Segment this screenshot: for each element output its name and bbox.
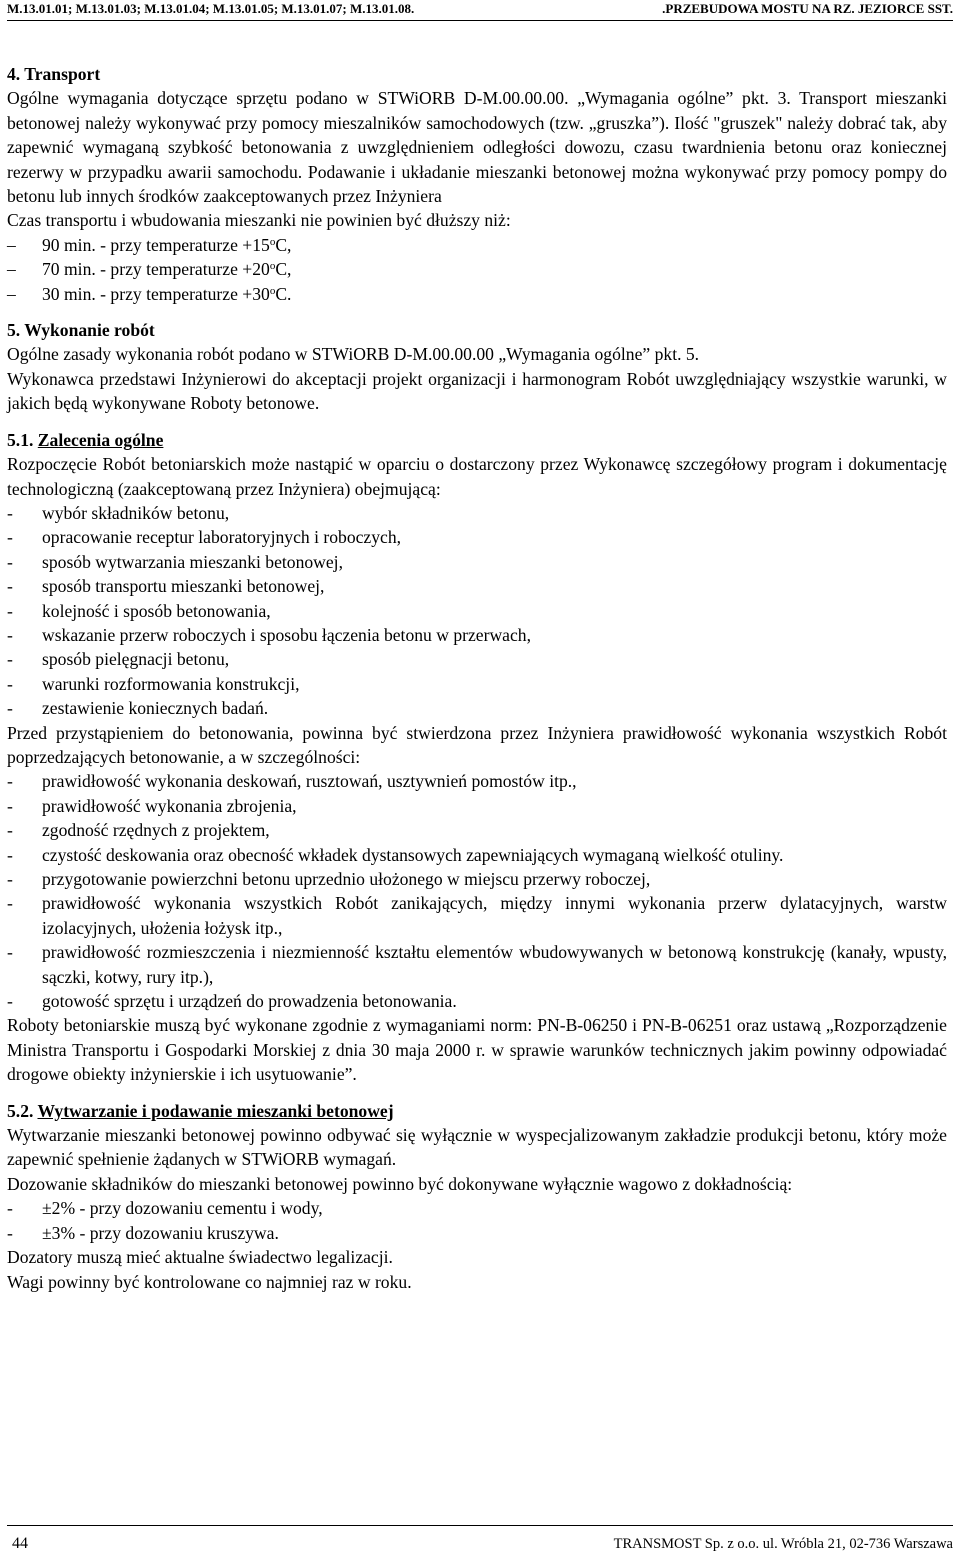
- list-item: – 70 min. - przy temperaturze $+20^oC$,: [7, 257, 947, 281]
- list-item: - sposób wytwarzania mieszanki betonowej,: [7, 550, 947, 574]
- list-item: - ±3% - przy dozowaniu kruszywa.: [7, 1221, 947, 1245]
- dosing-accuracy-list: [7, 1196, 947, 1245]
- section-5-2-paragraph-4: Wagi powinny być kontrolowane co najmniej raz w roku.: [7, 1271, 412, 1292]
- pre-concreting-checks-list: [7, 769, 947, 1013]
- page-number: 44: [12, 1535, 28, 1552]
- header-spec-codes: M.13.01.01; M.13.01.03; M.13.01.04; M.13.01.05; M.13.01.07; M.13.01.08.: [7, 1, 415, 16]
- list-item: - kolejność i sposób betonowania,: [7, 599, 947, 623]
- list-item: - zestawienie koniecznych badań.: [7, 696, 947, 720]
- section-4-title: 4. Transport: [7, 64, 101, 84]
- section-5-2-paragraph-3: Dozatory muszą mieć aktualne świadectwo legalizacji.: [7, 1247, 393, 1268]
- transport-time-list: [7, 233, 947, 306]
- section-5-2-paragraph-2: Dozowanie składników do mieszanki betonowej powinno być dokonywane wyłącznie wagowo z dokładnością:: [7, 1173, 793, 1194]
- section-4-paragraph: Ogólne wymagania dotyczące sprzętu podano w STWiORB D-M.00.00.00. „Wymagania ogólne” pkt. 3. Transport mieszanki betonowej należy wykonywać przy pomocy mieszalników samochodowych (tzw. „gruszka”). Ilość "gruszek" należy dobrać tak, aby zapewnić wymaganą szybkość betonowania z uwzględnieniem odległości dowozu, czasu twardnienia betonu oraz koniecznej rezerwy w przypadku awarii samochodu. Podawanie i układanie mieszanki betonowej można wykonywać przy pomocy pompy do betonu lub innych środków zaakceptowanych przez Inżyniera: [7, 88, 947, 207]
- list-item: - sposób pielęgnacji betonu,: [7, 647, 947, 671]
- section-5-1-number: 5.1.: [7, 429, 38, 450]
- list-item: - wybór składników betonu,: [7, 501, 947, 525]
- section-5-1-title: Zalecenia ogólne: [37, 429, 164, 450]
- list-item: - przygotowanie powierzchni betonu uprzednio ułożonego w miejscu przerwy roboczej,: [7, 867, 947, 891]
- list-item: - prawidłowość wykonania wszystkich Robót zanikających, między innymi wykonania przerw dylatacyjnych, warstw izolacyjnych, ułożenia łożysk itp.,: [7, 891, 947, 940]
- list-item: - gotowość sprzętu i urządzeń do prowadzenia betonowania.: [7, 989, 947, 1013]
- section-5-1-paragraph-1: Rozpoczęcie Robót betoniarskich może nastąpić w oparciu o dostarczony przez Wykonawcę szczegółowy program i dokumentację technologiczną (zaakceptowaną przez Inżyniera) obejmującą:: [7, 454, 947, 499]
- section-5-paragraph-1: Ogólne zasady wykonania robót podano w STWiORB D-M.00.00.00 „Wymagania ogólne” pkt. 5.: [7, 344, 700, 365]
- section-5-2-paragraph-1: Wytwarzanie mieszanki betonowej powinno odbywać się wyłącznie w wyspecjalizowanym zakładzie produkcji betonu, który może zapewnić spełnienie żądanych w STWiORB wymagań.: [7, 1125, 947, 1170]
- list-item: - prawidłowość rozmieszczenia i niezmienność kształtu elementów wbudowywanych w betonową konstrukcję (kanały, wpusty, sączki, kotwy, rury itp.),: [7, 940, 947, 989]
- section-5-title: 5. Wykonanie robót: [7, 320, 155, 341]
- list-item: - prawidłowość wykonania zbrojenia,: [7, 794, 947, 818]
- list-item: - warunki rozformowania konstrukcji,: [7, 672, 947, 696]
- section-5-2-heading: [7, 1099, 947, 1123]
- header-project-title: .PRZEBUDOWA MOSTU NA RZ. JEZIORCE SST.: [662, 1, 953, 16]
- section-4-transport-time-intro: Czas transportu i wbudowania mieszanki nie powinien być dłuższy niż:: [7, 210, 511, 231]
- section-5-2-number: 5.2.: [7, 1100, 38, 1121]
- page-footer: [7, 1525, 953, 1552]
- document-body: [7, 62, 947, 1294]
- section-5-paragraph-2: Wykonawca przedstawi Inżynierowi do akceptacji projekt organizacji i harmonogram Robót uwzględniający wszystkie warunki, w jakich będą wykonywane Roboty betonowe.: [7, 368, 947, 414]
- page-header: [7, 0, 953, 21]
- list-item: - zgodność rzędnych z projektem,: [7, 818, 947, 842]
- list-item: - wskazanie przerw roboczych i sposobu łączenia betonu w przerwach,: [7, 623, 947, 647]
- list-item: - ±2% - przy dozowaniu cementu i wody,: [7, 1196, 947, 1220]
- list-item: - czystość deskowania oraz obecność wkładek dystansowych zapewniających wymaganą wielkość otuliny.: [7, 843, 947, 867]
- section-5-1-heading: [7, 428, 947, 452]
- footer-company: TRANSMOST Sp. z o.o. ul. Wróbla 21, 02-736 Warszawa: [613, 1536, 953, 1552]
- section-5-1-paragraph-3: Roboty betoniarskie muszą być wykonane zgodnie z wymaganiami norm: PN-B-06250 i PN-B-06251 oraz ustawą „Rozporządzenie Ministra Transportu i Gospodarki Morskiej z dnia 30 maja 2000 r. w sprawie warunków technicznych jakim powinny odpowiadać drogowe obiekty inżynierskie i ich usytuowanie”.: [7, 1015, 947, 1085]
- program-scope-list: [7, 501, 947, 721]
- list-item: - opracowanie receptur laboratoryjnych i roboczych,: [7, 525, 947, 549]
- list-item: – 90 min. - przy temperaturze $+15^oC$,: [7, 233, 947, 257]
- section-5-2-title: Wytwarzanie i podawanie mieszanki betonowej: [37, 1100, 394, 1121]
- section-5-1-paragraph-2: Przed przystąpieniem do betonowania, powinna być stwierdzona przez Inżyniera prawidłowość wykonania wszystkich Robót poprzedzających betonowanie, a w szczególności:: [7, 722, 947, 767]
- list-item: - prawidłowość wykonania deskowań, rusztowań, usztywnień pomostów itp.,: [7, 769, 947, 793]
- list-item: - sposób transportu mieszanki betonowej,: [7, 574, 947, 598]
- list-item: – 30 min. - przy temperaturze $+30^oC$.: [7, 282, 947, 306]
